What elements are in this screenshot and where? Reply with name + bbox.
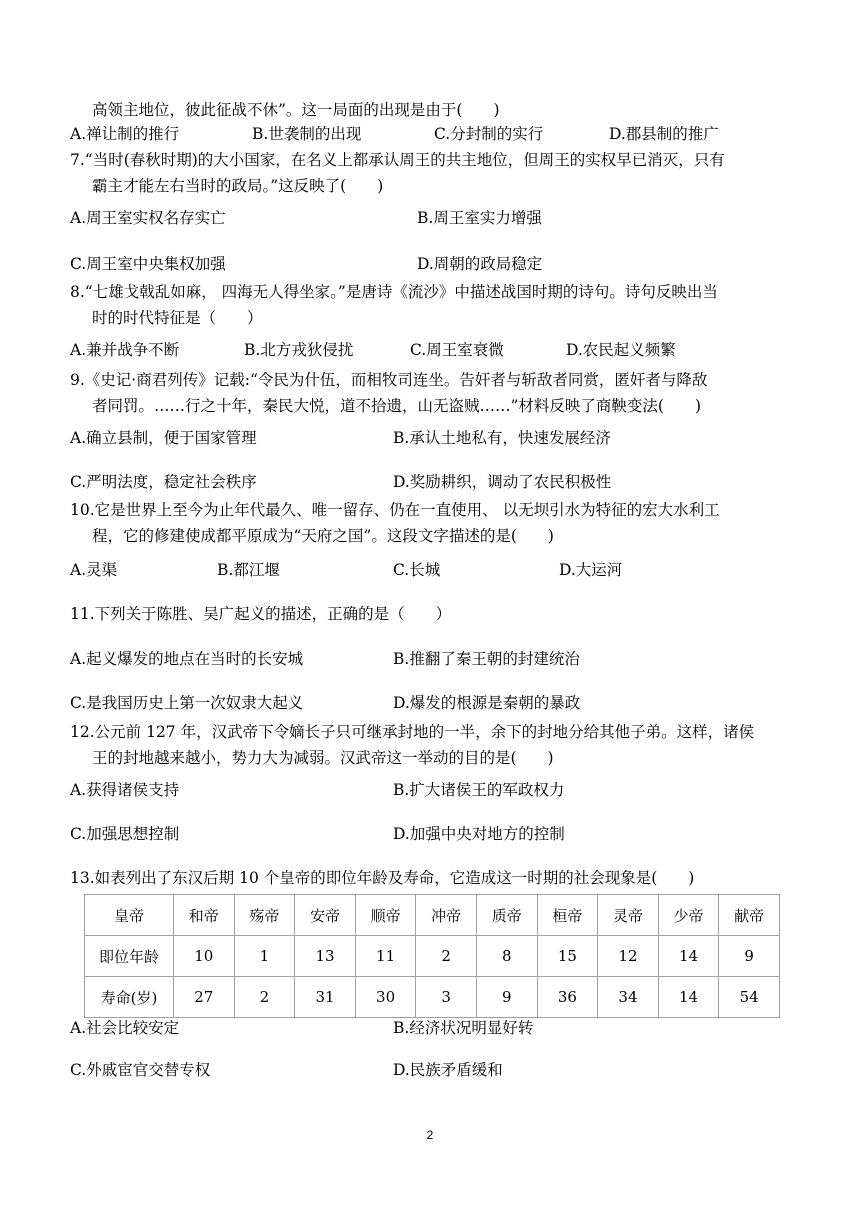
- table-cell: 9: [476, 977, 537, 1018]
- q7-option-a[interactable]: A.周王室实权名存实亡: [70, 209, 226, 227]
- table-cell: 3: [416, 977, 477, 1018]
- page-number: 2: [426, 1128, 434, 1142]
- q9-option-d[interactable]: D.奖励耕织，调动了农民积极性: [393, 473, 612, 491]
- table-cell: 14: [658, 936, 719, 977]
- table-cell: 15: [537, 936, 598, 977]
- table-header-cell: 桓帝: [537, 895, 598, 936]
- table-cell: 36: [537, 977, 598, 1018]
- table-header-cell: 顺帝: [355, 895, 416, 936]
- q11-stem: 11.下列关于陈胜、吴广起义的描述，正确的是（ ）: [70, 605, 452, 623]
- q6-option-b[interactable]: B.世袭制的出现: [252, 125, 362, 143]
- q13-stem: 13.如表列出了东汉后期 10 个皇帝的即位年龄及寿命，它造成这一时期的社会现象是( ): [70, 869, 695, 887]
- table-cell: 9: [719, 936, 780, 977]
- table-header-cell: 质帝: [476, 895, 537, 936]
- q8-option-a[interactable]: A.兼并战争不断: [70, 341, 180, 359]
- q12-option-a[interactable]: A.获得诸侯支持: [70, 781, 180, 799]
- q7-option-b[interactable]: B.周王室实力增强: [417, 209, 542, 227]
- emperor-age-table: [84, 894, 780, 1018]
- table-header-cell: 灵帝: [598, 895, 659, 936]
- q8-option-d[interactable]: D.农民起义频繁: [566, 341, 676, 359]
- table-header-cell: 冲帝: [416, 895, 477, 936]
- q10-option-d[interactable]: D.大运河: [559, 561, 623, 579]
- table-row-header: [85, 895, 780, 936]
- table-row-accession-age: [85, 936, 780, 977]
- table-cell: 1: [234, 936, 295, 977]
- table-header-cell: 皇帝: [85, 895, 174, 936]
- q9-option-c[interactable]: C.严明法度，稳定社会秩序: [70, 473, 257, 491]
- table-header-cell: 献帝: [719, 895, 780, 936]
- q12-stem-line2: 王的封地越来越小，势力大为减弱。汉武帝这一举动的目的是( ): [92, 749, 554, 767]
- table-cell: 2: [416, 936, 477, 977]
- q9-option-b[interactable]: B.承认土地私有，快速发展经济: [393, 429, 611, 447]
- q8-option-c[interactable]: C.周王室衰微: [410, 341, 504, 359]
- q6-option-c[interactable]: C.分封制的实行: [434, 125, 544, 143]
- q9-stem-line1: 9.《史记·商君列传》记载:“令民为什伍，而相牧司连坐。告奸者与斩敌者同赏，匿奸者与降敌: [70, 371, 708, 389]
- table-cell: 31: [295, 977, 356, 1018]
- table-cell: 即位年龄: [85, 936, 174, 977]
- table-cell: 14: [658, 977, 719, 1018]
- table-cell: 12: [598, 936, 659, 977]
- table-cell: 2: [234, 977, 295, 1018]
- q13-option-a[interactable]: A.社会比较安定: [70, 1019, 180, 1037]
- q7-stem-line1: 7.“当时(春秋时期)的大小国家，在名义上都承认周王的共主地位，但周王的实权早已消灭，只有: [70, 151, 725, 169]
- q7-stem-line2: 霸主才能左右当时的政局。”这反映了( ): [92, 177, 384, 195]
- q6-option-d[interactable]: D.郡县制的推广: [609, 125, 719, 143]
- q11-option-c[interactable]: C.是我国历史上第一次奴隶大起义: [70, 694, 304, 712]
- q11-option-a[interactable]: A.起义爆发的地点在当时的长安城: [70, 650, 304, 668]
- q7-option-c[interactable]: C.周王室中央集权加强: [70, 255, 226, 273]
- q12-option-c[interactable]: C.加强思想控制: [70, 825, 180, 843]
- q6-stem-continuation: 高领主地位，彼此征战不休”。这一局面的出现是由于( ): [92, 101, 500, 119]
- q8-option-b[interactable]: B.北方戎狄侵扰: [244, 341, 354, 359]
- q8-stem-line2: 时的时代特征是（ ）: [92, 309, 263, 327]
- q13-option-d[interactable]: D.民族矛盾缓和: [393, 1061, 503, 1079]
- q9-stem-line2: 者同罚。……行之十年，秦民大悦，道不拾遗，山无盗贼……”材料反映了商鞅变法( ): [92, 397, 702, 415]
- table-cell: 13: [295, 936, 356, 977]
- q10-stem-line2: 程，它的修建使成都平原成为“天府之国”。这段文字描述的是( ): [92, 527, 554, 545]
- q9-option-a[interactable]: A.确立县制，便于国家管理: [70, 429, 257, 447]
- table-cell: 27: [174, 977, 235, 1018]
- q7-option-d[interactable]: D.周朝的政局稳定: [417, 255, 543, 273]
- q6-option-a[interactable]: A.禅让制的推行: [70, 125, 180, 143]
- table-header-cell: 和帝: [174, 895, 235, 936]
- table-cell: 10: [174, 936, 235, 977]
- table-cell: 11: [355, 936, 416, 977]
- table-cell: 30: [355, 977, 416, 1018]
- q10-stem-line1: 10.它是世界上至今为止年代最久、唯一留存、仍在一直使用、 以无坝引水为特征的宏大水利工: [70, 501, 720, 519]
- table-cell: 34: [598, 977, 659, 1018]
- q12-option-d[interactable]: D.加强中央对地方的控制: [393, 825, 565, 843]
- q11-option-b[interactable]: B.推翻了秦王朝的封建统治: [393, 650, 580, 668]
- q13-option-c[interactable]: C.外戚宦官交替专权: [70, 1061, 211, 1079]
- q10-option-b[interactable]: B.都江堰: [217, 561, 280, 579]
- q10-option-c[interactable]: C.长城: [393, 561, 441, 579]
- table-cell: 54: [719, 977, 780, 1018]
- table-header-cell: 少帝: [658, 895, 719, 936]
- table-cell: 寿命(岁): [85, 977, 174, 1018]
- table-header-cell: 安帝: [295, 895, 356, 936]
- q12-option-b[interactable]: B.扩大诸侯王的军政权力: [393, 781, 565, 799]
- q10-option-a[interactable]: A.灵渠: [70, 561, 118, 579]
- q11-option-d[interactable]: D.爆发的根源是秦朝的暴政: [393, 694, 581, 712]
- q13-option-b[interactable]: B.经济状况明显好转: [393, 1019, 534, 1037]
- q12-stem-line1: 12.公元前 127 年，汉武帝下令嫡长子只可继承封地的一半，余下的封地分给其他子弟。这样，诸侯: [70, 723, 755, 741]
- q8-stem-line1: 8.“七雄戈戟乱如麻， 四海无人得坐家。”是唐诗《流沙》中描述战国时期的诗句。诗句反映出当: [70, 283, 718, 301]
- table-header-cell: 殇帝: [234, 895, 295, 936]
- table-row-lifespan: [85, 977, 780, 1018]
- table-cell: 8: [476, 936, 537, 977]
